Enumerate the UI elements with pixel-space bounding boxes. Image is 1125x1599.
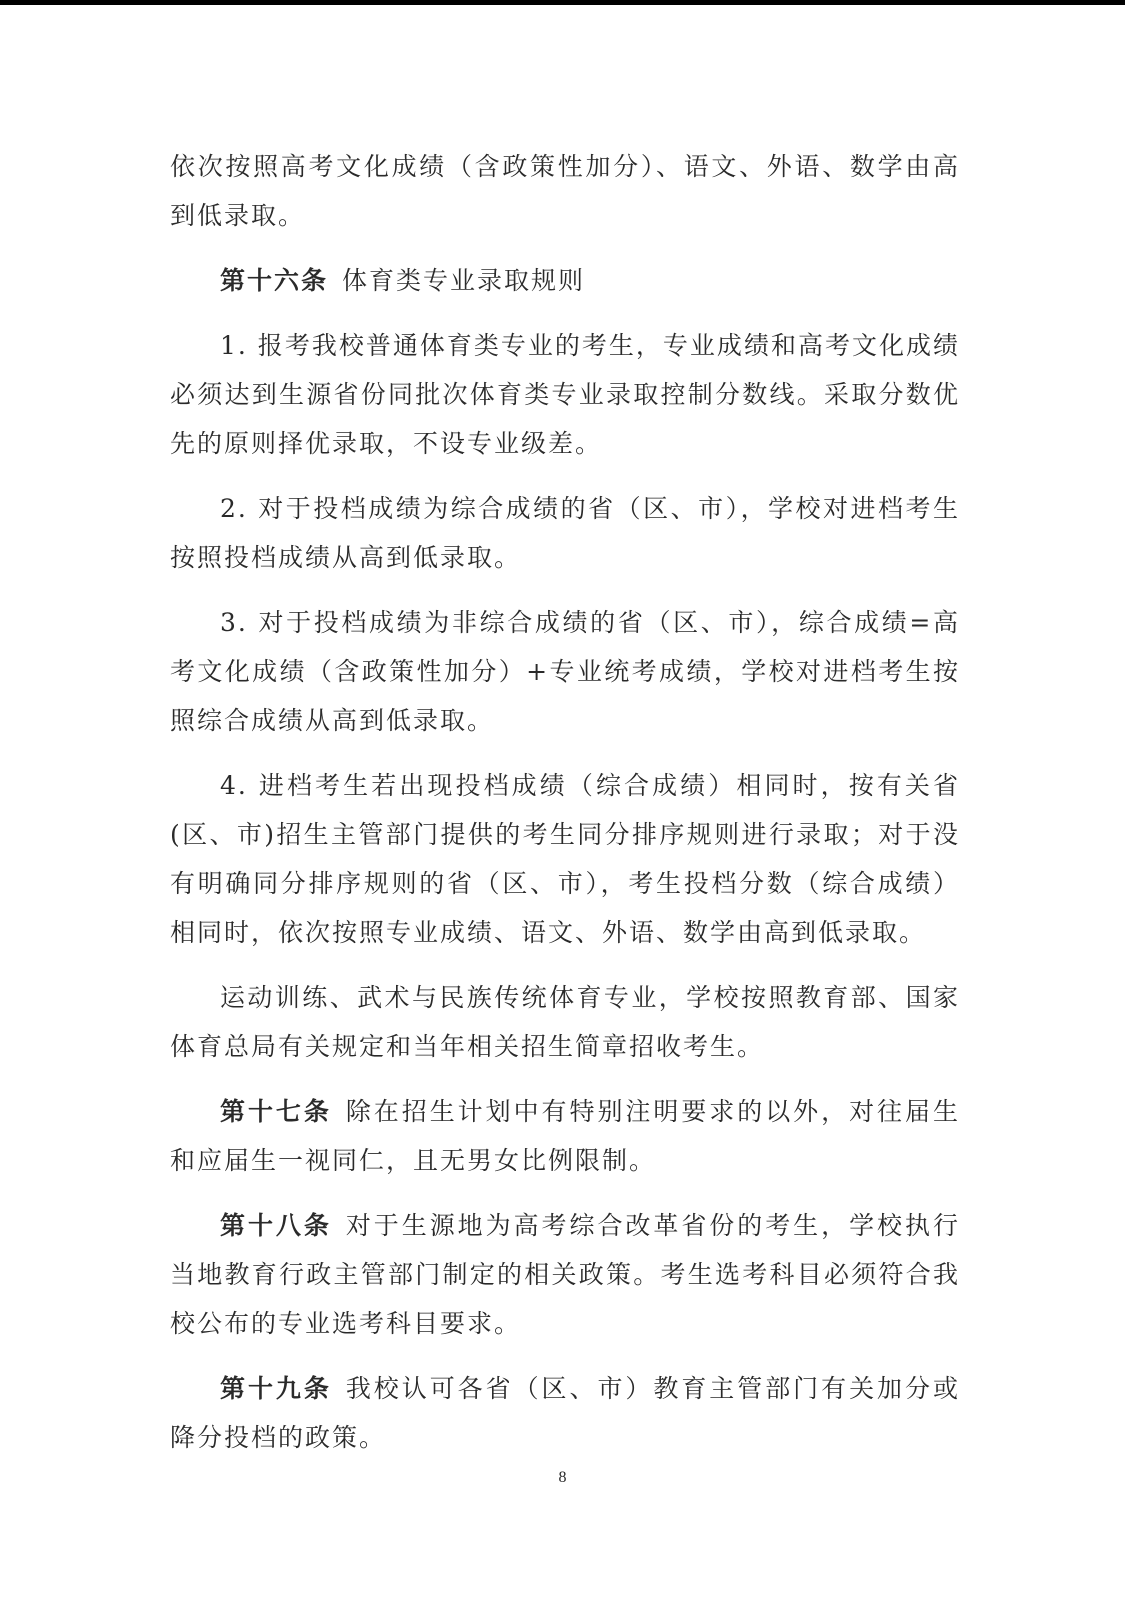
article-title-text: 体育类专业录取规则: [342, 266, 586, 295]
paragraph-text: 1. 报考我校普通体育类专业的考生，专业成绩和高考文化成绩必须达到生源省份同批次体育类专业录取控制分数线。采取分数优先的原则择优录取，不设专业级差。: [170, 331, 960, 458]
paragraph-text: 4. 进档考生若出现投档成绩（综合成绩）相同时，按有关省(区、市)招生主管部门提供的考生同分排序规则进行录取；对于没有明确同分排序规则的省（区、市），考生投档分数（综合成绩）相同时，依次按照专业成绩、语文、外语、数学由高到低录取。: [170, 771, 960, 947]
rule-item-4: [170, 761, 960, 957]
paragraph-text: 3. 对于投档成绩为非综合成绩的省（区、市），综合成绩=高考文化成绩（含政策性加分）+专业统考成绩，学校对进档考生按照综合成绩从高到低录取。: [170, 608, 960, 735]
paragraph-text: 2. 对于投档成绩为综合成绩的省（区、市），学校对进档考生按照投档成绩从高到低录取。: [170, 494, 960, 572]
article-heading: 第十八条: [220, 1211, 332, 1240]
article-heading: 第十七条: [220, 1097, 332, 1126]
sports-training-paragraph: [170, 973, 960, 1071]
paragraph-continuation: [170, 142, 960, 240]
paragraph-text: 除在招生计划中有特别注明要求的以外，对往届生和应届生一视同仁，且无男女比例限制。: [170, 1097, 960, 1175]
paragraph-text: 运动训练、武术与民族传统体育专业，学校按照教育部、国家体育总局有关规定和当年相关招生简章招收考生。: [170, 983, 960, 1061]
document-body: [170, 142, 960, 1478]
page-number: 8: [558, 1469, 567, 1486]
article-16-title: [170, 256, 960, 305]
paragraph-text: 对于生源地为高考综合改革省份的考生，学校执行当地教育行政主管部门制定的相关政策。考生选考科目必须符合我校公布的专业选考科目要求。: [170, 1211, 960, 1338]
article-heading: 第十九条: [220, 1374, 332, 1403]
article-18: [170, 1201, 960, 1348]
top-border: [0, 0, 1125, 5]
article-19: [170, 1364, 960, 1462]
paragraph-text: 依次按照高考文化成绩（含政策性加分）、语文、外语、数学由高到低录取。: [170, 152, 960, 230]
article-heading: 第十六条: [220, 266, 329, 295]
article-17: [170, 1087, 960, 1185]
rule-item-2: [170, 484, 960, 582]
rule-item-1: [170, 321, 960, 468]
rule-item-3: [170, 598, 960, 745]
paragraph-text: 我校认可各省（区、市）教育主管部门有关加分或降分投档的政策。: [170, 1374, 960, 1452]
